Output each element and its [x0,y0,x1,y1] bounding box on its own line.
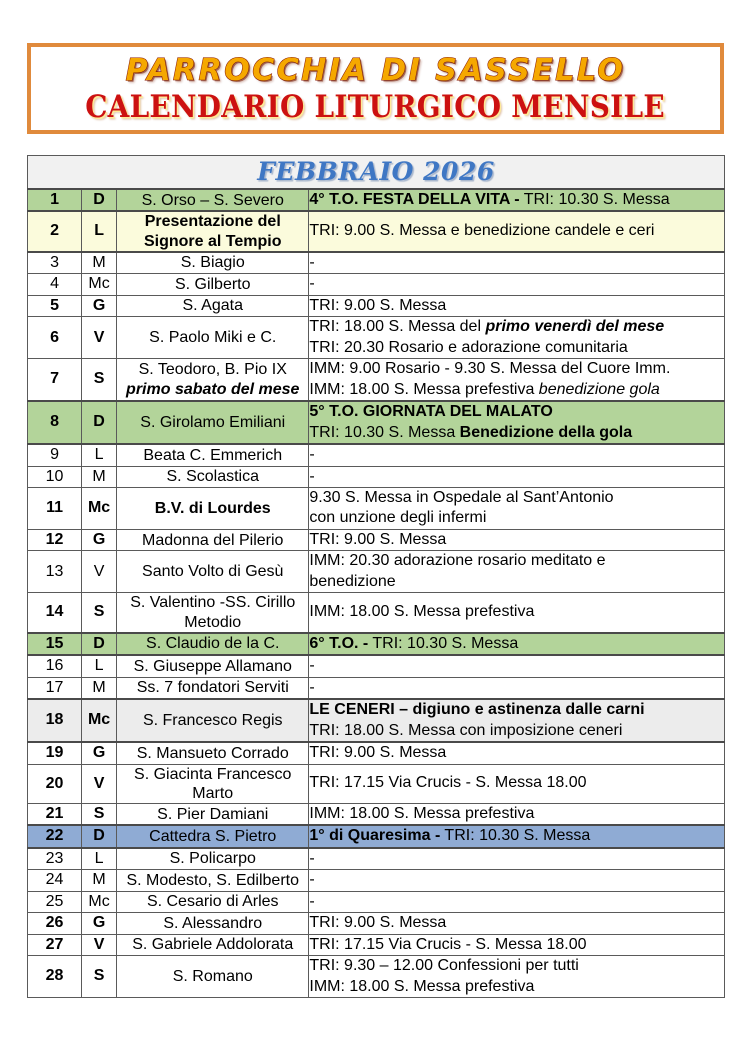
day-number: 21 [28,803,82,825]
calendar-day-row [28,699,725,742]
event-text: primo venerdì del mese [485,318,665,336]
saint-name-part: S. Claudio de la C. [146,635,280,653]
saint-name-part: S. Modesto, S. Edilberto [126,871,299,889]
saint-name-part: S. Girolamo Emiliani [140,414,286,431]
day-number: 19 [28,742,82,764]
parish-header-banner [27,43,724,134]
weekday-letter: V [82,551,117,593]
saint-name-part: S. Alessandro [163,914,263,932]
weekday-letter: G [82,529,117,550]
event-text: - [309,892,315,910]
saint-name-part: S. Mansueto Corrado [136,744,289,762]
day-number: 8 [28,401,82,444]
day-number: 27 [28,934,82,955]
saint-name [117,764,309,803]
calendar-day-row [28,825,725,847]
event-text: TRI: 18.00 S. Messa del [309,318,486,336]
event-text: benedizione gola [538,380,660,398]
calendar-day-row [28,633,725,655]
saint-name-part: Madonna del Pilerio [142,531,284,549]
saint-name-part: S. Francesco Regis [142,712,283,729]
event-text: 1° di Quaresima - [309,827,441,845]
event-line [309,359,724,379]
day-number: 28 [28,956,82,998]
event-text: - [309,849,315,867]
day-number: 13 [28,551,82,593]
weekday-letter: Mc [82,891,117,912]
events-cell [309,848,725,870]
event-line [309,634,724,654]
calendar-day-row [28,466,725,487]
event-text: - [309,467,315,485]
events-cell [309,956,725,998]
weekday-letter: S [82,956,117,998]
saint-name-part: Cattedra S. Pietro [149,828,277,846]
day-number: 11 [28,488,82,530]
weekday-letter: L [82,444,117,466]
events-cell [309,295,725,316]
calendar-day-row [28,295,725,316]
event-line [309,338,724,358]
events-cell [309,274,725,295]
weekday-letter: V [82,764,117,803]
saint-name [117,870,309,891]
event-text: TRI: 18.00 S. Messa con imposizione ceneri [309,721,623,739]
day-number: 25 [28,891,82,912]
saint-name-part: S. Agata [182,297,243,315]
event-text: Benedizione della gola [459,423,633,441]
month-header-cell [28,156,725,190]
event-line [309,826,724,846]
saint-name [117,934,309,955]
weekday-letter: M [82,252,117,274]
event-line [309,913,724,933]
day-number: 3 [28,252,82,274]
weekday-letter: D [82,825,117,847]
weekday-letter: L [82,655,117,677]
calendar-day-row [28,803,725,825]
event-line [309,773,724,793]
saint-name [117,677,309,699]
saint-name-part: S. Policarpo [169,850,256,868]
calendar-day-row [28,848,725,870]
saint-name [117,956,309,998]
weekday-letter: S [82,803,117,825]
event-text: LE CENERI – digiuno e astinenza dalle carni [309,701,645,719]
events-cell [309,870,725,891]
weekday-letter: G [82,295,117,316]
day-number: 2 [28,211,82,251]
event-line [309,721,724,741]
saint-name [117,359,309,401]
event-text: TRI: 9.00 S. Messa [309,530,447,548]
events-cell [309,764,725,803]
event-line [309,849,724,869]
saint-name [117,742,309,764]
saint-name [117,825,309,847]
event-text: - [309,446,315,464]
saint-name-part: S. Gabriele Addolorata [132,936,294,954]
calendar-day-row [28,252,725,274]
events-cell [309,211,725,251]
events-cell [309,803,725,825]
saint-name-part: S. Gilberto [174,275,251,293]
saint-name-part: S. Paolo Miki e C. [149,329,277,347]
saint-name [117,401,309,444]
event-text: TRI: 17.15 Via Crucis - S. Messa 18.00 [309,935,587,953]
events-cell [309,551,725,593]
event-text: con unzione degli infermi [309,509,487,527]
weekday-letter: V [82,934,117,955]
saint-name [117,189,309,211]
event-line [309,602,724,622]
calendar-day-row [28,211,725,251]
saint-name [117,444,309,466]
events-cell [309,593,725,633]
weekday-letter: G [82,913,117,934]
saint-name-part: S. Romano [172,968,253,986]
calendar-day-row [28,764,725,803]
day-number: 20 [28,764,82,803]
weekday-letter: L [82,848,117,870]
calendar-day-row [28,488,725,530]
calendar-day-row [28,913,725,934]
calendar-day-row [28,529,725,550]
events-cell [309,189,725,211]
event-text: 4° T.O. FESTA DELLA VITA - [309,191,520,208]
weekday-letter: D [82,189,117,211]
liturgical-calendar-table [27,155,725,998]
saint-name-part: S. Valentino -SS. Cirillo Metodio [130,594,296,631]
saint-name [117,913,309,934]
month-title: FEBBRAIO 2026 [257,157,495,186]
events-cell [309,891,725,912]
event-line [309,402,724,422]
calendar-day-row [28,934,725,955]
saint-name [117,655,309,677]
day-number: 7 [28,359,82,401]
events-cell [309,252,725,274]
saint-name [117,633,309,655]
calendar-day-row [28,317,725,359]
weekday-letter: M [82,677,117,699]
weekday-letter: L [82,211,117,251]
saint-name-part: S. Pier Damiani [157,805,269,823]
calendar-day-row [28,274,725,295]
event-line [309,253,724,273]
event-text: TRI: 9.00 S. Messa [309,744,447,762]
saint-name-part: S. Biagio [180,254,245,272]
event-line [309,892,724,912]
day-number: 15 [28,633,82,655]
saint-name-part: S. Giacinta Francesco Marto [134,765,292,802]
calendar-day-row [28,593,725,633]
event-line [309,190,724,210]
events-cell [309,699,725,742]
calendar-day-row [28,551,725,593]
event-line [309,488,724,508]
day-number: 22 [28,825,82,847]
saint-name-part: Presentazione del Signore al Tempio [143,213,282,250]
event-text: TRI: 9.00 S. Messa [309,296,447,314]
saint-name-part: B.V. di Lourdes [154,499,271,517]
calendar-day-row [28,401,725,444]
event-line [309,508,724,528]
event-line [309,656,724,676]
event-line [309,870,724,890]
event-text: 5° T.O. GIORNATA DEL MALATO [309,403,553,421]
saint-name-part: Ss. 7 fondatori Serviti [136,679,289,697]
events-cell [309,677,725,699]
day-number: 12 [28,529,82,550]
weekday-letter: M [82,466,117,487]
event-text: TRI: 9.00 S. Messa e benedizione candele e ceri [309,222,655,240]
saint-name-part: S. Cesario di Arles [146,893,279,911]
saint-name [117,529,309,550]
event-text: - [309,275,315,293]
saint-name [117,488,309,530]
events-cell [309,913,725,934]
saint-name [117,466,309,487]
day-number: 6 [28,317,82,359]
day-number: 4 [28,274,82,295]
weekday-letter: M [82,870,117,891]
calendar-day-row [28,655,725,677]
event-text: IMM: 18.00 S. Messa prefestiva [309,977,535,995]
events-cell [309,488,725,530]
events-cell [309,825,725,847]
events-cell [309,317,725,359]
day-number: 9 [28,444,82,466]
event-text: - [309,871,315,889]
document-subtitle: CALENDARIO LITURGICO MENSILE [85,88,666,125]
event-text: TRI: 10.30 S. Messa [519,191,670,208]
event-text: 6° T.O. - [309,634,369,652]
event-line [309,700,724,720]
event-text: 9.30 S. Messa in Ospedale al Sant’Antonio [309,489,614,506]
day-number: 23 [28,848,82,870]
event-text: - [309,657,315,675]
event-text: - [309,678,315,696]
events-cell [309,466,725,487]
saint-name [117,803,309,825]
weekday-letter: Mc [82,488,117,530]
calendar-day-row [28,677,725,699]
day-number: 16 [28,655,82,677]
saint-name [117,252,309,274]
saint-name [117,551,309,593]
events-cell [309,742,725,764]
event-text: benedizione [309,572,396,590]
saint-name-part: S. Scolastica [166,468,259,486]
calendar-day-row [28,359,725,401]
weekday-letter: G [82,742,117,764]
saint-name-part: Santo Volto di Gesù [142,563,284,581]
event-line [309,956,724,976]
event-line [309,530,724,550]
event-line [309,274,724,294]
event-text: TRI: 10.30 S. Messa [440,827,591,845]
event-line [309,296,724,316]
event-text: IMM: 18.00 S. Messa prefestiva [309,603,535,621]
day-number: 1 [28,189,82,211]
saint-name [117,593,309,633]
saint-name [117,317,309,359]
event-text: TRI: 9.30 – 12.00 Confessioni per tutti [309,957,579,975]
calendar-body [28,156,725,998]
event-text: TRI: 10.30 S. Messa [309,423,460,441]
calendar-table-wrapper [27,155,725,998]
event-line [309,743,724,763]
event-line [309,935,724,955]
events-cell [309,401,725,444]
saint-name [117,295,309,316]
day-number: 24 [28,870,82,891]
events-cell [309,444,725,466]
saint-name [117,274,309,295]
weekday-letter: Mc [82,699,117,742]
event-text: IMM: 9.00 Rosario - 9.30 S. Messa del Cuore Imm. [309,360,671,378]
event-text: - [309,253,315,271]
event-line [309,445,724,465]
events-cell [309,655,725,677]
day-number: 5 [28,295,82,316]
weekday-letter: S [82,359,117,401]
month-header-row [28,156,725,190]
event-text: IMM: 20.30 adorazione rosario meditato e [309,552,606,570]
event-text: TRI: 10.30 S. Messa [368,634,519,652]
saint-name-part: S. Giuseppe Allamano [133,657,292,675]
day-number: 18 [28,699,82,742]
events-cell [309,934,725,955]
calendar-day-row [28,189,725,211]
events-cell [309,359,725,401]
event-text: TRI: 9.00 S. Messa [309,914,447,932]
events-cell [309,633,725,655]
event-text: IMM: 18.00 S. Messa prefestiva [309,804,535,822]
event-line [309,572,724,592]
calendar-day-row [28,444,725,466]
weekday-letter: V [82,317,117,359]
saint-name-part: S. Teodoro, B. Pio IX [138,361,287,379]
event-text: TRI: 17.15 Via Crucis - S. Messa 18.00 [309,774,587,792]
saint-name-part: primo sabato del mese [126,380,300,398]
event-line [309,977,724,997]
calendar-day-row [28,742,725,764]
day-number: 14 [28,593,82,633]
saint-name [117,848,309,870]
weekday-letter: S [82,593,117,633]
event-line [309,804,724,824]
event-text: IMM: 18.00 S. Messa prefestiva [309,380,539,398]
calendar-day-row [28,891,725,912]
weekday-letter: Mc [82,274,117,295]
event-line [309,317,724,337]
saint-name-part: S. Orso – S. Severo [141,191,284,209]
day-number: 10 [28,466,82,487]
event-line [309,678,724,698]
event-line [309,423,724,443]
calendar-day-row [28,870,725,891]
day-number: 17 [28,677,82,699]
event-line [309,551,724,571]
parish-name: PARROCCHIA DI SASSELLO [125,53,626,89]
saint-name [117,699,309,742]
saint-name [117,891,309,912]
event-line [309,380,724,400]
weekday-letter: D [82,401,117,444]
event-text: TRI: 20.30 Rosario e adorazione comunitaria [309,338,628,356]
day-number: 26 [28,913,82,934]
events-cell [309,529,725,550]
saint-name-part: Beata C. Emmerich [143,446,283,464]
saint-name [117,211,309,251]
event-line [309,467,724,487]
event-line [309,221,724,241]
weekday-letter: D [82,633,117,655]
calendar-day-row [28,956,725,998]
